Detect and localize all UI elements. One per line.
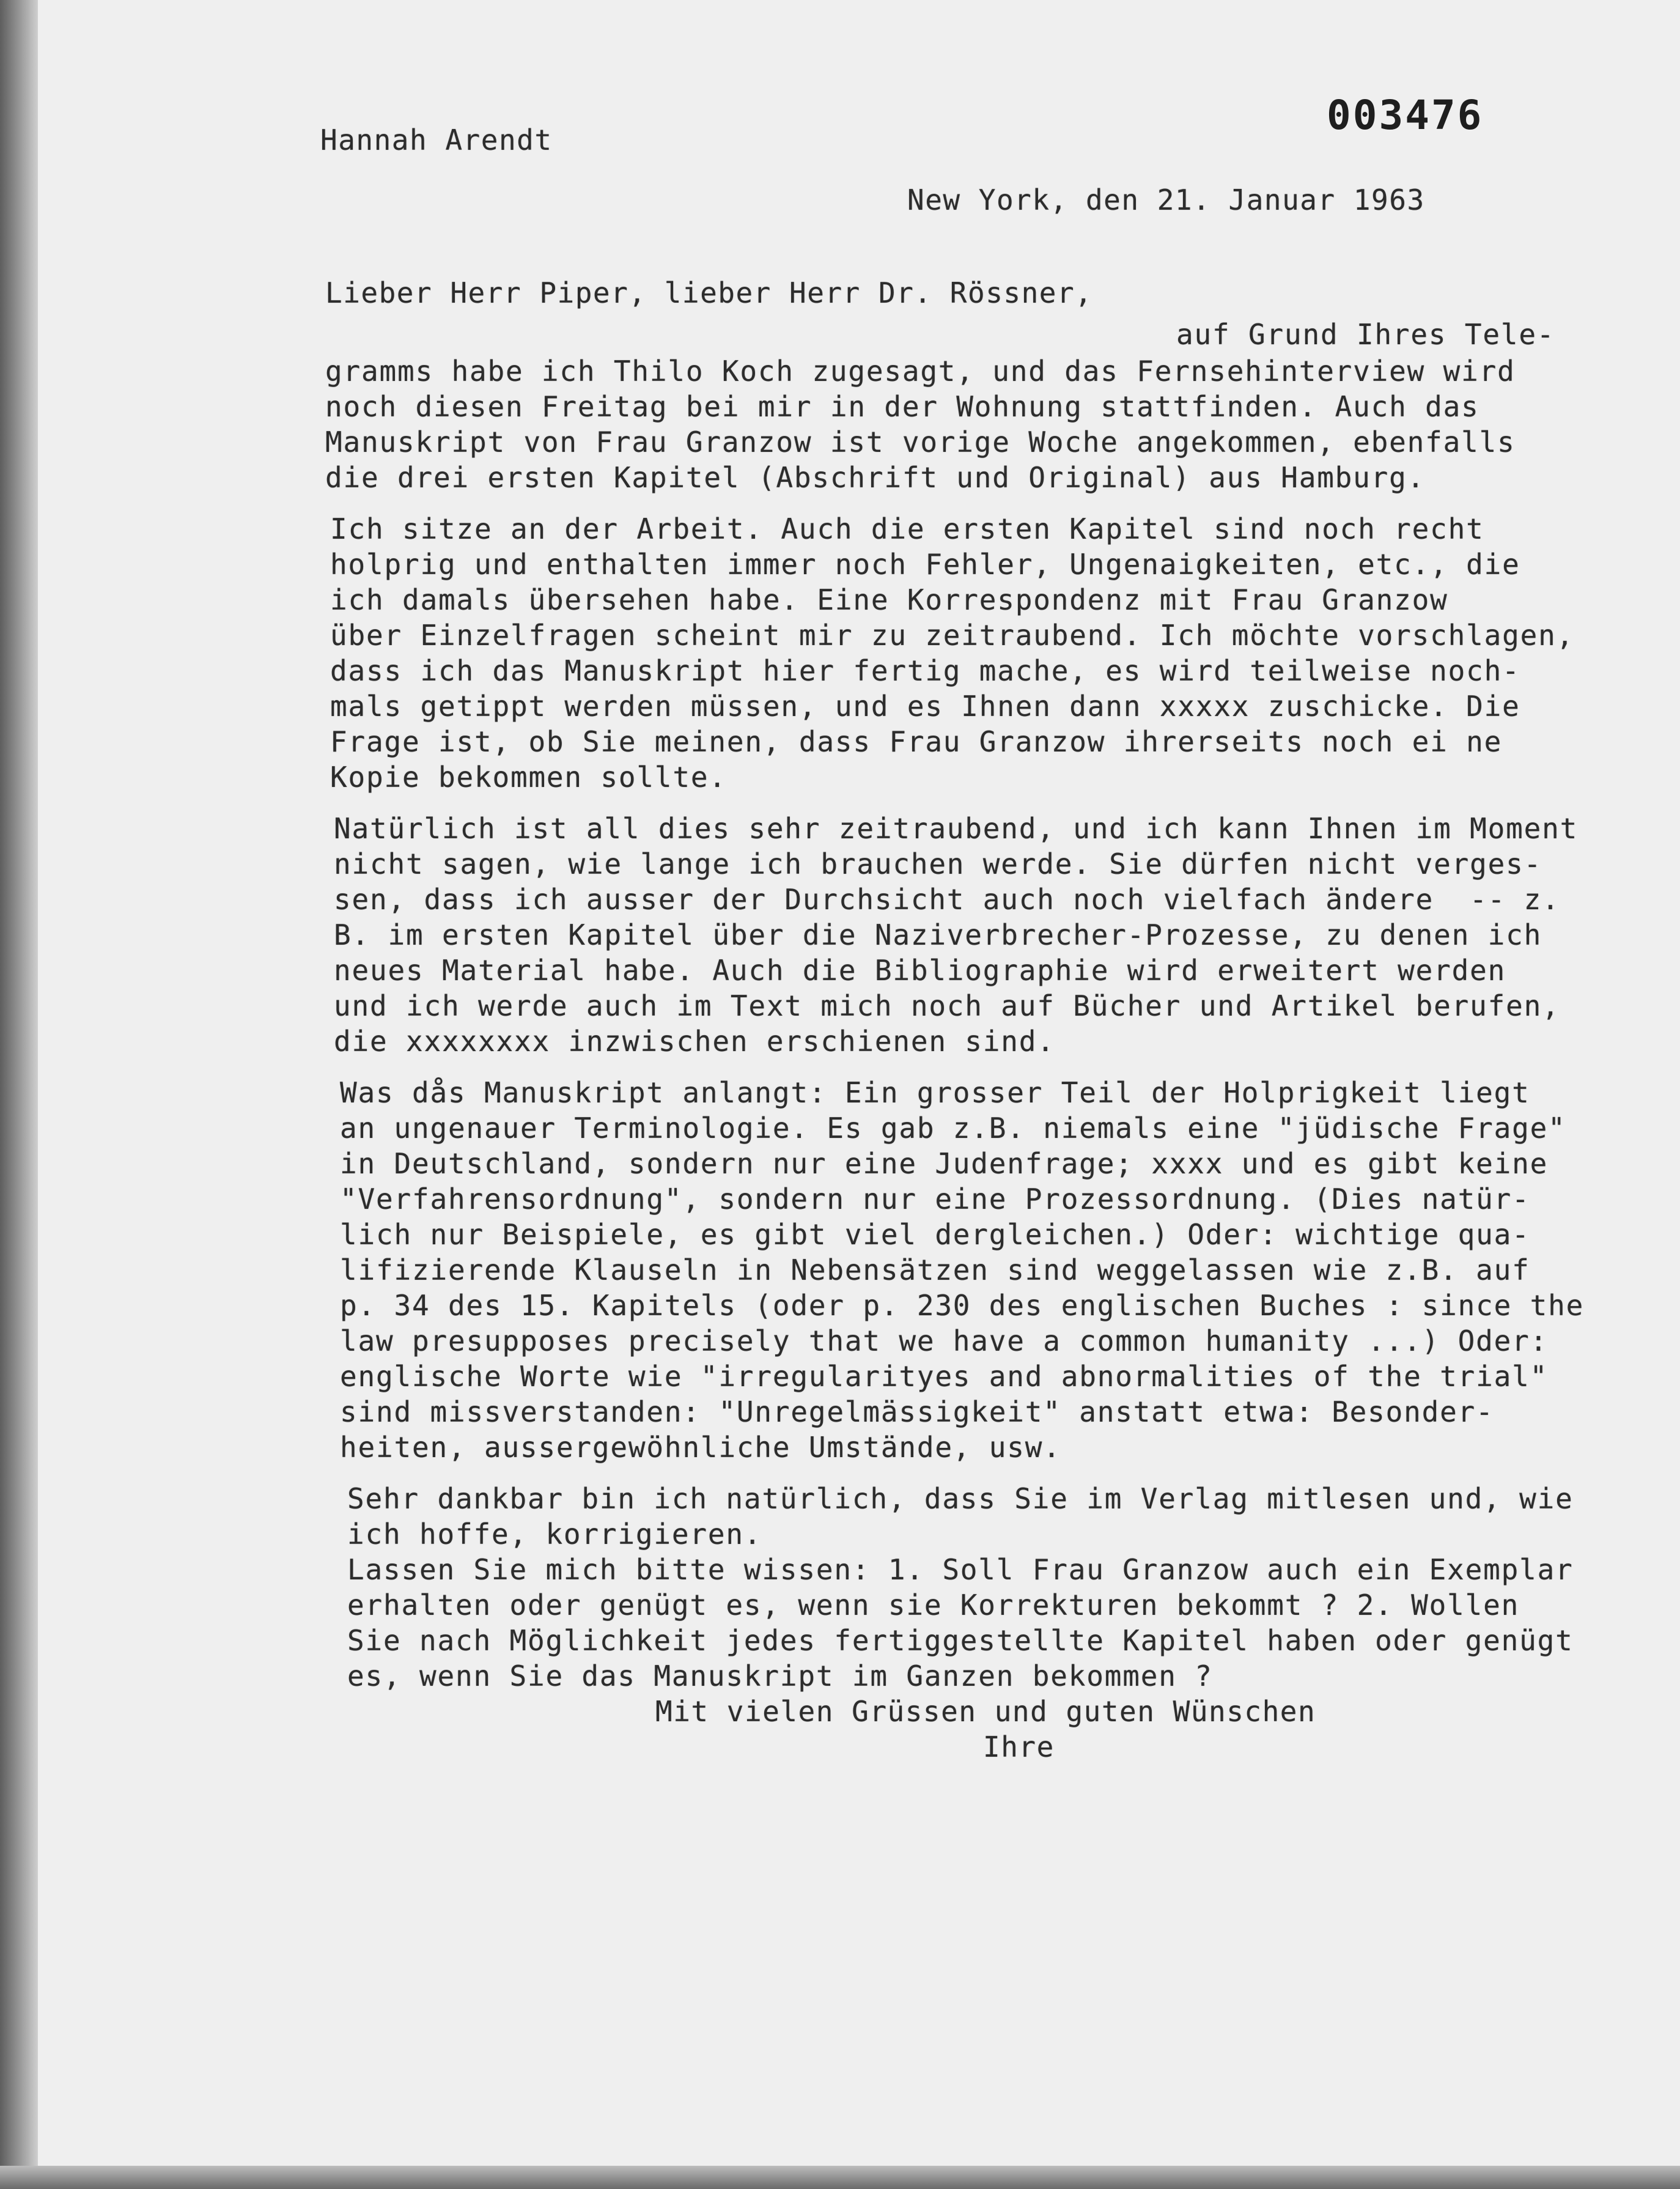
- paragraph-line: nicht sagen, wie lange ich brauchen werde. Sie dürfen nicht verges-: [334, 847, 1542, 880]
- document-number: 003476: [1327, 92, 1484, 139]
- paragraph-line: Kopie bekommen sollte.: [330, 761, 727, 794]
- paragraph-line: Frage ist, ob Sie meinen, dass Frau Granzow ihrerseits noch ei ne: [330, 725, 1503, 758]
- paragraph-line: law presupposes precisely that we have a common humanity ...) Oder:: [340, 1324, 1549, 1357]
- paragraph-line: auf Grund Ihres Tele-: [1176, 318, 1555, 351]
- paragraph-line: Natürlich ist all dies sehr zeitraubend, und ich kann Ihnen im Moment: [334, 812, 1579, 845]
- paragraph-line: lifizierende Klauseln in Nebensätzen sind weggelassen wie z.B. auf: [340, 1253, 1530, 1286]
- paragraph-line: lich nur Beispiele, es gibt viel dergleichen.) Oder: wichtige qua-: [340, 1218, 1530, 1251]
- paragraph-line: holprig und enthalten immer noch Fehler, Ungenaigkeiten, etc., die: [330, 548, 1520, 581]
- paragraph-line: englische Worte wie "irregularityes and abnormalities of the trial": [340, 1360, 1549, 1393]
- paragraph-line: und ich werde auch im Text mich noch auf Bücher und Artikel berufen,: [334, 989, 1560, 1022]
- paragraph-line: über Einzelfragen scheint mir zu zeitraubend. Ich möchte vorschlagen,: [330, 619, 1575, 652]
- salutation: Lieber Herr Piper, lieber Herr Dr. Rössner,: [325, 276, 1093, 309]
- paragraph-line: Was dås Manuskript anlangt: Ein grosser Teil der Holprigkeit liegt: [340, 1076, 1530, 1109]
- paragraph-line: heiten, aussergewöhnliche Umstände, usw.: [340, 1431, 1061, 1464]
- paragraph-line: die xxxxxxxx inzwischen erschienen sind.: [334, 1025, 1055, 1058]
- paragraph-line: Manuskript von Frau Granzow ist vorige Woche angekommen, ebenfalls: [325, 426, 1516, 459]
- paragraph-line: die drei ersten Kapitel (Abschrift und Original) aus Hamburg.: [325, 461, 1426, 494]
- paragraph-line: an ungenauer Terminologie. Es gab z.B. niemals eine "jüdische Frage": [340, 1112, 1566, 1145]
- paragraph-line: erhalten oder genügt es, wenn sie Korrekturen bekommt ? 2. Wollen: [347, 1589, 1520, 1622]
- letter-paper: [38, 0, 1680, 2166]
- closing-line: Mit vielen Grüssen und guten Wünschen: [655, 1695, 1316, 1728]
- date-line: New York, den 21. Januar 1963: [907, 183, 1425, 216]
- paragraph-line: B. im ersten Kapitel über die Naziverbrecher-Prozesse, zu denen ich: [334, 918, 1542, 951]
- paragraph-line: Sehr dankbar bin ich natürlich, dass Sie im Verlag mitlesen und, wie: [347, 1482, 1574, 1515]
- sender-name: Hannah Arendt: [320, 124, 553, 157]
- paragraph-line: Sie nach Möglichkeit jedes fertiggestellte Kapitel haben oder genügt: [347, 1624, 1574, 1657]
- scan-bottom-border: [0, 2166, 1680, 2189]
- paragraph-line: Lassen Sie mich bitte wissen: 1. Soll Frau Granzow auch ein Exemplar: [347, 1553, 1574, 1586]
- signature-line: Ihre: [983, 1730, 1055, 1763]
- paragraph-line: in Deutschland, sondern nur eine Judenfrage; xxxx und es gibt keine: [340, 1147, 1549, 1180]
- paragraph-line: dass ich das Manuskript hier fertig mache, es wird teilweise noch-: [330, 654, 1520, 687]
- paragraph-line: ich hoffe, korrigieren.: [347, 1518, 762, 1551]
- paragraph-line: sind missverstanden: "Unregelmässigkeit" anstatt etwa: Besonder-: [340, 1395, 1494, 1428]
- paragraph-line: ich damals übersehen habe. Eine Korrespondenz mit Frau Granzow: [330, 583, 1448, 616]
- scan-left-border: [0, 0, 38, 2189]
- paragraph-line: neues Material habe. Auch die Bibliographie wird erweitert werden: [334, 954, 1506, 987]
- paragraph-line: Ich sitze an der Arbeit. Auch die ersten Kapitel sind noch recht: [330, 512, 1484, 545]
- paragraph-line: es, wenn Sie das Manuskript im Ganzen bekommen ?: [347, 1659, 1213, 1693]
- paragraph-line: "Verfahrensordnung", sondern nur eine Prozessordnung. (Dies natür-: [340, 1183, 1530, 1216]
- paragraph-line: gramms habe ich Thilo Koch zugesagt, und das Fernsehinterview wird: [325, 355, 1516, 388]
- paragraph-line: p. 34 des 15. Kapitels (oder p. 230 des englischen Buches : since the: [340, 1289, 1585, 1322]
- paragraph-line: noch diesen Freitag bei mir in der Wohnung stattfinden. Auch das: [325, 390, 1479, 423]
- paragraph-line: sen, dass ich ausser der Durchsicht auch noch vielfach ändere -- z.: [334, 883, 1560, 916]
- paragraph-line: mals getippt werden müssen, und es Ihnen dann xxxxx zuschicke. Die: [330, 690, 1520, 723]
